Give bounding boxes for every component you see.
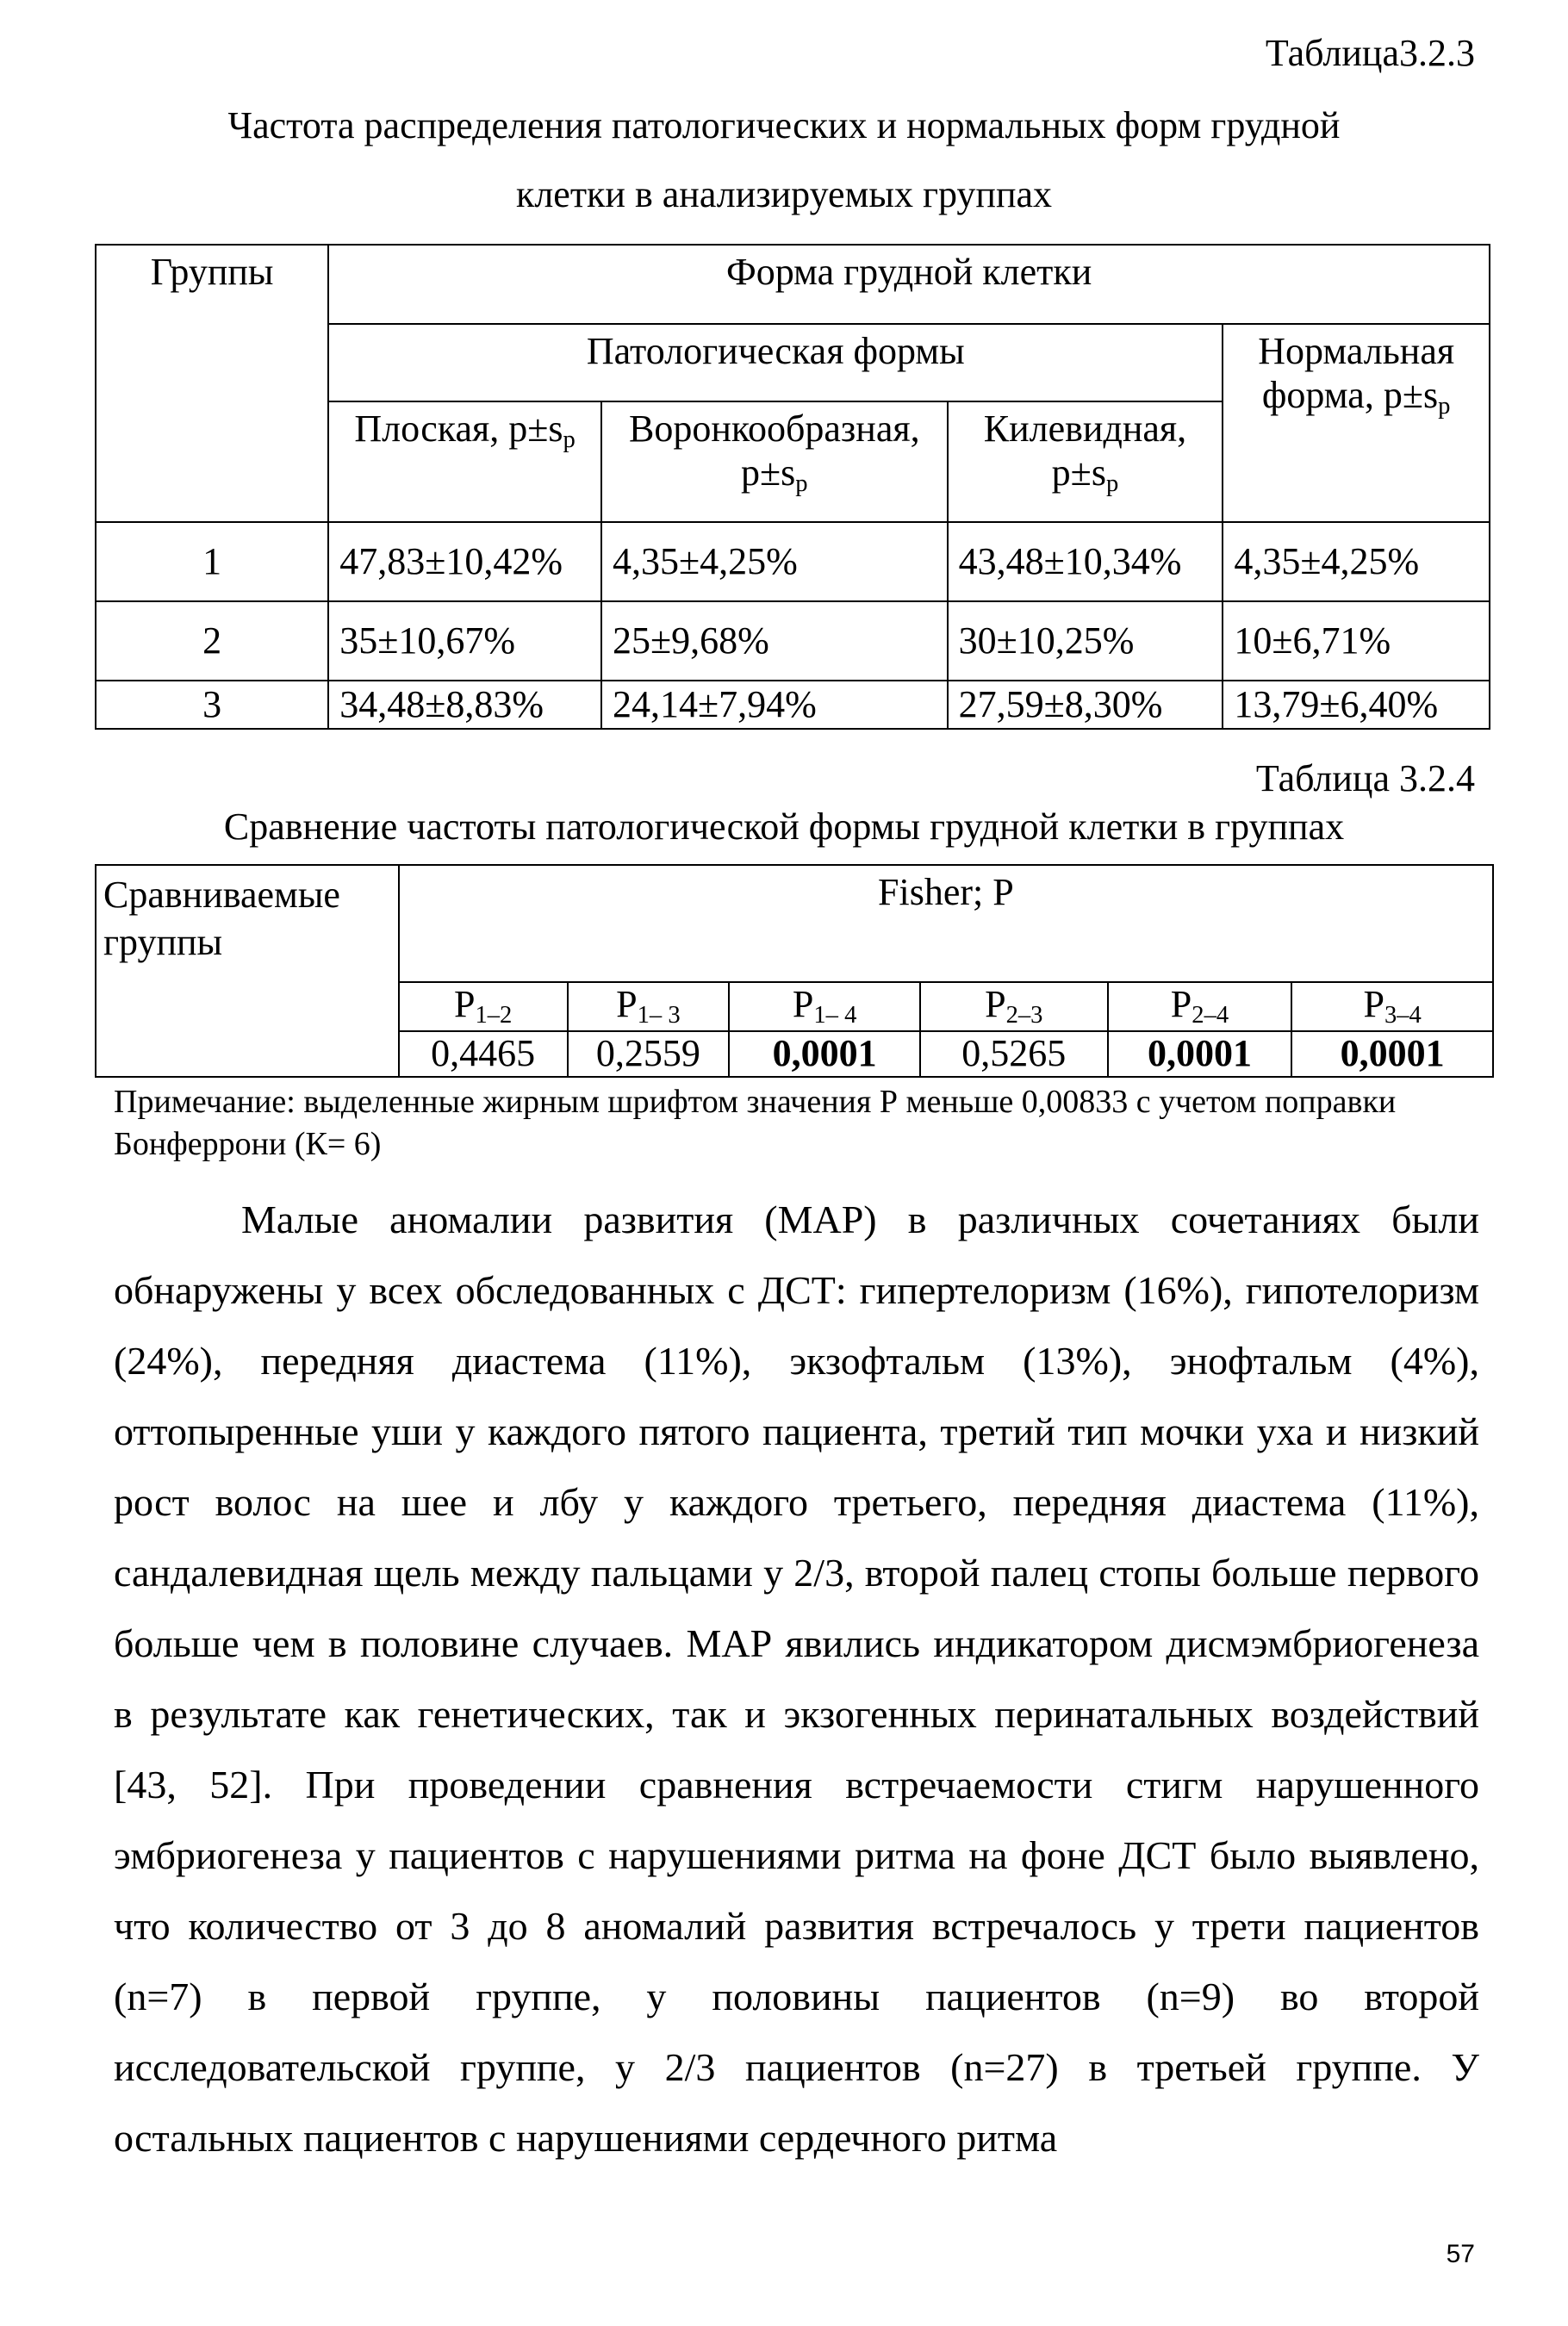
cell-group: 3 [96,681,328,729]
cell-funnel: 4,35±4,25% [601,522,948,601]
cell-funnel: 25±9,68% [601,601,948,681]
table1-caption-line2: клетки в анализируемых группах [515,173,1053,215]
table1-label: Таблица3.2.3 [1265,32,1475,74]
p-value-3-4: 0,0001 [1291,1031,1493,1077]
header-flat: Плоская, $p\pm s_p$ [328,401,601,522]
table-note: Примечание: выделенные жирным шрифтом значения Р меньше 0,00833 с учетом поправки Бонферрони (К= 6) [114,1084,1397,1163]
header-chest-form: Форма грудной клетки [328,245,1490,324]
chest-form-frequency-table [95,244,1490,730]
cell-funnel: 24,14±7,94% [601,681,948,729]
cell-flat: 47,83±10,42% [328,522,601,601]
header-compared-groups: Сравниваемые группы [96,865,399,1077]
table-row [96,522,1490,601]
cell-flat: 35±10,67% [328,601,601,681]
header-pathological: Патологическая формы [328,324,1223,401]
header-funnel: Воронкообразная, $p\pm s_p$ [601,401,948,522]
p-value-1-3: 0,2559 [568,1031,730,1077]
cell-keel: 30±10,25% [948,601,1223,681]
body-paragraph: Малые аномалии развития (МАР) в различных сочетаниях были обнаружены у всех обследованных с ДСТ: гипертелоризм (16%), гипотелоризм (24%), передняя диастема (11%), экзофтальм (13%), энофтальм (4%), оттопыренные уши у каждого пятого пациента, третий тип мочки уха и низкий рост волос на шее и лбу у каждого третьего, передняя диастема (11%), сандалевидная щель между пальцами у 2/3, второй палец стопы больше первого больше чем в половине случаев. МАР явились индикатором дисмэмбриогенеза в результате как генетических, так и экзогенных перинатальных воздействий [43, 52]. При проведении сравнения встречаемости стигм нарушенного эмбриогенеза у пациентов с нарушениями ритма на фоне ДСТ было выявлено, что количество от 3 до 8 аномалий развития встречалось у трети пациентов (n=7) в первой группе, у половины пациентов (n=9) во второй исследовательской группе, у 2/3 пациентов (n=27) в третьей группе. У остальных пациентов с нарушениями сердечного ритма [114,1197,1479,2160]
page-number: 57 [1446,2240,1475,2268]
header-keel: Килевидная, $p\pm s_p$ [948,401,1223,522]
cell-keel: 27,59±8,30% [948,681,1223,729]
p-header-2-3: $P_{2-3}$ [920,982,1108,1031]
table2-caption: Сравнение частоты патологической формы грудной клетки в группах [223,805,1345,848]
cell-group: 2 [96,601,328,681]
cell-normal: 4,35±4,25% [1223,522,1490,601]
table-row [96,681,1490,729]
table2-label: Таблица 3.2.4 [1255,757,1475,799]
header-normal-form: Нормальная форма, $p\pm s_p$ [1223,324,1490,522]
p-value-2-4: 0,0001 [1108,1031,1292,1077]
header-fisher-p: Fisher; P [399,865,1493,982]
table-row [96,601,1490,681]
p-value-1-4: 0,0001 [729,1031,920,1077]
p-header-1-2: $P_{1-2}$ [399,982,568,1031]
cell-group: 1 [96,522,328,601]
p-header-3-4: $P_{3-4}$ [1291,982,1493,1031]
cell-flat: 34,48±8,83% [328,681,601,729]
cell-keel: 43,48±10,34% [948,522,1223,601]
header-groups: Группы [96,245,328,522]
p-value-1-2: 0,4465 [399,1031,568,1077]
p-value-2-3: 0,5265 [920,1031,1108,1077]
p-header-1-3: $P_{1- 3}$ [568,982,730,1031]
cell-normal: 13,79±6,40% [1223,681,1490,729]
cell-normal: 10±6,71% [1223,601,1490,681]
fisher-comparison-table [95,864,1494,1078]
p-header-1-4: $P_{1- 4}$ [729,982,920,1031]
table1-caption-line1: Частота распределения патологических и нормальных форм грудной [227,104,1341,146]
p-header-2-4: $P_{2-4}$ [1108,982,1292,1031]
